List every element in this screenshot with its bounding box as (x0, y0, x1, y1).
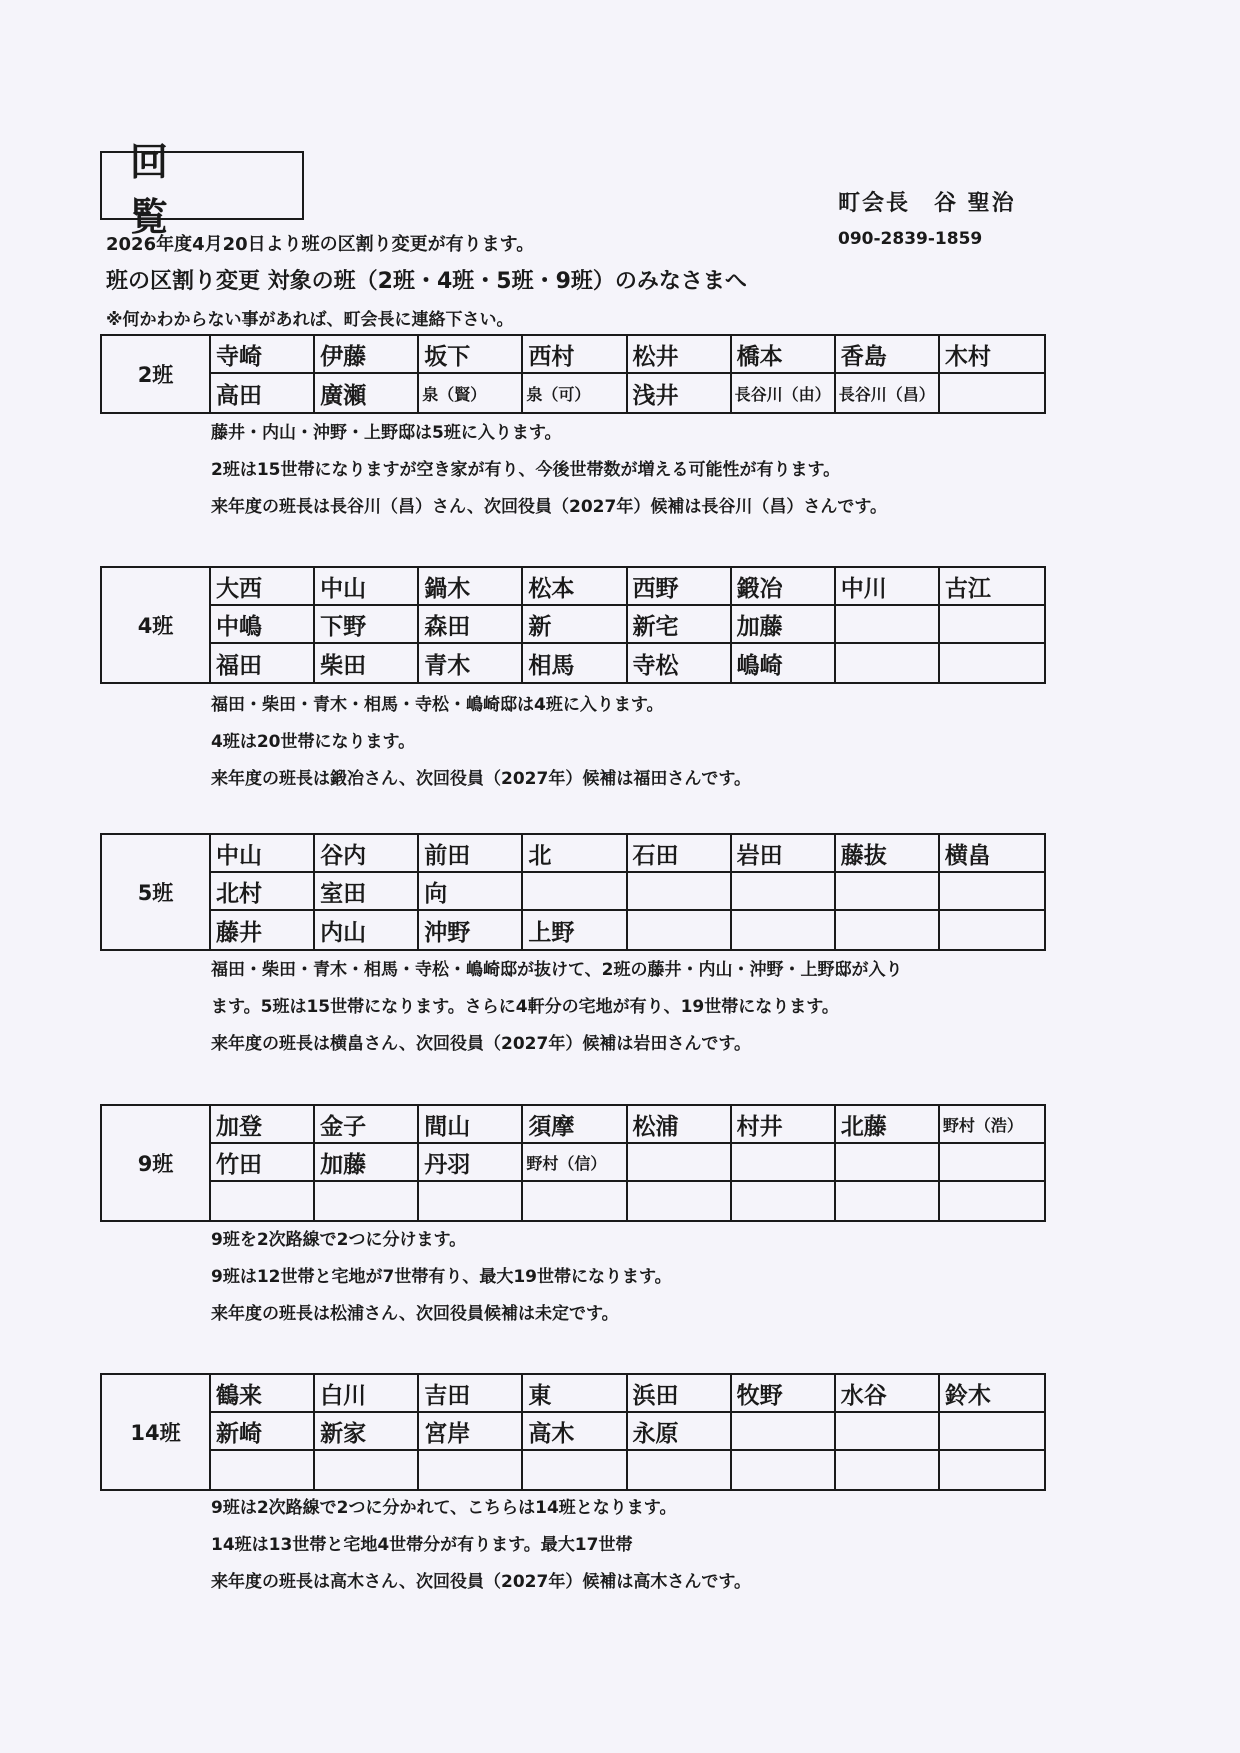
member-cell: 前田 (419, 835, 523, 873)
member-cell: 高田 (211, 374, 315, 412)
member-cell: 松井 (628, 336, 732, 374)
member-cell: 泉（可） (523, 374, 627, 412)
member-cell: 寺松 (628, 644, 732, 682)
member-cell (628, 1182, 732, 1220)
member-cell: 浜田 (628, 1375, 732, 1413)
member-cell (419, 1182, 523, 1220)
member-cell: 須摩 (523, 1106, 627, 1144)
group-table (100, 334, 1046, 414)
member-cell: 加藤 (732, 606, 836, 644)
group-notes (211, 1490, 751, 1601)
member-cell: 内山 (315, 911, 419, 949)
group-note-line: 来年度の班長は高木さん、次回役員（2027年）候補は高木さんです。 (211, 1572, 751, 1592)
member-cell: 新宅 (628, 606, 732, 644)
group-note-line: 福田・柴田・青木・相馬・寺松・嶋崎邸が抜けて、2班の藤井・内山・沖野・上野邸が入り (211, 960, 903, 980)
member-cell: 藤抜 (836, 835, 940, 873)
member-cell: 廣瀬 (315, 374, 419, 412)
member-cell (836, 1182, 940, 1220)
member-cell (940, 374, 1044, 412)
group-label: 4班 (102, 568, 211, 682)
member-cell (836, 606, 940, 644)
member-cell (628, 1144, 732, 1182)
member-cell (732, 1451, 836, 1489)
member-cell: 中山 (315, 568, 419, 606)
member-cell: 沖野 (419, 911, 523, 949)
member-cell: 宮岸 (419, 1413, 523, 1451)
change-notice: 2026年度4月20日より班の区割り変更が有ります。 (106, 234, 535, 255)
member-cell: 室田 (315, 873, 419, 911)
member-cell: 浅井 (628, 374, 732, 412)
member-cell (836, 1144, 940, 1182)
group-table (100, 833, 1046, 951)
member-cell: 坂下 (419, 336, 523, 374)
member-cell: 泉（賢） (419, 374, 523, 412)
group-notes (211, 415, 887, 526)
member-cell (940, 1451, 1044, 1489)
member-cell (628, 873, 732, 911)
member-cell: 加藤 (315, 1144, 419, 1182)
member-cell: 新崎 (211, 1413, 315, 1451)
group-note-line: 2班は15世帯になりますが空き家が有り、今後世帯数が増える可能性が有ります。 (211, 460, 841, 480)
member-cell: 西野 (628, 568, 732, 606)
group-table (100, 1373, 1046, 1491)
member-cell: 下野 (315, 606, 419, 644)
member-cell (940, 606, 1044, 644)
member-cell: 吉田 (419, 1375, 523, 1413)
member-cell (732, 911, 836, 949)
member-cell (940, 644, 1044, 682)
member-cell (732, 1413, 836, 1451)
member-cell: 新家 (315, 1413, 419, 1451)
member-cell (732, 1182, 836, 1220)
group-notes (211, 952, 903, 1063)
member-cell: 森田 (419, 606, 523, 644)
member-cell (211, 1451, 315, 1489)
member-cell: 古江 (940, 568, 1044, 606)
member-cell: 香島 (836, 336, 940, 374)
group-label: 5班 (102, 835, 211, 949)
group-notes (211, 687, 751, 798)
member-cell: 青木 (419, 644, 523, 682)
member-grid (211, 1106, 1044, 1220)
group-note-line: 4班は20世帯になります。 (211, 732, 416, 752)
member-cell: 長谷川（昌） (836, 374, 940, 412)
member-cell: 横畠 (940, 835, 1044, 873)
member-cell (836, 1413, 940, 1451)
group-note-line: 来年度の班長は鍛冶さん、次回役員（2027年）候補は福田さんです。 (211, 769, 751, 789)
group-note-line: 9班は2次路線で2つに分かれて、こちらは14班となります。 (211, 1498, 677, 1518)
group-label: 14班 (102, 1375, 211, 1489)
member-cell (940, 911, 1044, 949)
member-cell: 野村（信） (523, 1144, 627, 1182)
member-cell: 谷内 (315, 835, 419, 873)
member-cell: 嶋崎 (732, 644, 836, 682)
group-notes (211, 1222, 672, 1333)
chairman-phone: 090-2839-1859 (838, 229, 983, 249)
contact-note: ※何かわからない事があれば、町会長に連絡下さい。 (106, 310, 514, 330)
member-grid (211, 1375, 1044, 1489)
member-grid (211, 336, 1044, 412)
member-cell: 松浦 (628, 1106, 732, 1144)
member-cell: 寺崎 (211, 336, 315, 374)
member-cell (940, 1144, 1044, 1182)
member-cell: 北 (523, 835, 627, 873)
document-title: 回 覧 (100, 151, 304, 220)
member-cell: 白川 (315, 1375, 419, 1413)
group-note-line: 来年度の班長は横畠さん、次回役員（2027年）候補は岩田さんです。 (211, 1034, 751, 1054)
group-note-line: 来年度の班長は松浦さん、次回役員候補は未定です。 (211, 1304, 619, 1324)
member-cell: 北藤 (836, 1106, 940, 1144)
member-grid (211, 835, 1044, 949)
member-cell: 西村 (523, 336, 627, 374)
member-cell (523, 873, 627, 911)
member-cell (836, 911, 940, 949)
member-cell: 中嶋 (211, 606, 315, 644)
member-cell: 福田 (211, 644, 315, 682)
member-cell (315, 1182, 419, 1220)
group-note-line: 14班は13世帯と宅地4世帯分が有ります。最大17世帯 (211, 1535, 633, 1555)
member-cell: 大西 (211, 568, 315, 606)
member-cell (940, 1182, 1044, 1220)
member-cell (523, 1182, 627, 1220)
member-grid (211, 568, 1044, 682)
chairman-name: 町会長 谷 聖治 (838, 191, 1016, 216)
member-cell (940, 1413, 1044, 1451)
group-label: 9班 (102, 1106, 211, 1220)
member-cell: 長谷川（由） (732, 374, 836, 412)
member-cell: 新 (523, 606, 627, 644)
member-cell (523, 1451, 627, 1489)
member-cell: 伊藤 (315, 336, 419, 374)
member-cell (836, 1451, 940, 1489)
member-cell: 上野 (523, 911, 627, 949)
member-cell: 中山 (211, 835, 315, 873)
group-note-line: 藤井・内山・沖野・上野邸は5班に入ります。 (211, 423, 562, 443)
member-cell: 牧野 (732, 1375, 836, 1413)
member-cell: 金子 (315, 1106, 419, 1144)
member-cell: 永原 (628, 1413, 732, 1451)
member-cell (628, 1451, 732, 1489)
member-cell (419, 1451, 523, 1489)
group-note-line: 9班は12世帯と宅地が7世帯有り、最大19世帯になります。 (211, 1267, 672, 1287)
member-cell: 丹羽 (419, 1144, 523, 1182)
member-cell (211, 1182, 315, 1220)
group-note-line: ます。5班は15世帯になります。さらに4軒分の宅地が有り、19世帯になります。 (211, 997, 839, 1017)
member-cell (732, 1144, 836, 1182)
member-cell (732, 873, 836, 911)
group-table (100, 566, 1046, 684)
member-cell: 竹田 (211, 1144, 315, 1182)
member-cell (836, 873, 940, 911)
group-table (100, 1104, 1046, 1222)
member-cell: 木村 (940, 336, 1044, 374)
member-cell: 岩田 (732, 835, 836, 873)
member-cell: 柴田 (315, 644, 419, 682)
member-cell: 相馬 (523, 644, 627, 682)
section-heading: 班の区割り変更 対象の班（2班・4班・5班・9班）のみなさまへ (106, 269, 747, 294)
member-cell: 藤井 (211, 911, 315, 949)
member-cell: 中川 (836, 568, 940, 606)
member-cell: 村井 (732, 1106, 836, 1144)
group-label: 2班 (102, 336, 211, 412)
member-cell: 高木 (523, 1413, 627, 1451)
group-note-line: 来年度の班長は長谷川（昌）さん、次回役員（2027年）候補は長谷川（昌）さんです。 (211, 497, 887, 517)
member-cell: 東 (523, 1375, 627, 1413)
member-cell: 鈴木 (940, 1375, 1044, 1413)
member-cell: 鶴来 (211, 1375, 315, 1413)
member-cell (628, 911, 732, 949)
member-cell: 野村（浩） (940, 1106, 1044, 1144)
member-cell: 鍋木 (419, 568, 523, 606)
member-cell (940, 873, 1044, 911)
member-cell: 加登 (211, 1106, 315, 1144)
member-cell: 水谷 (836, 1375, 940, 1413)
member-cell: 石田 (628, 835, 732, 873)
member-cell (315, 1451, 419, 1489)
member-cell: 間山 (419, 1106, 523, 1144)
member-cell: 北村 (211, 873, 315, 911)
group-note-line: 9班を2次路線で2つに分けます。 (211, 1230, 467, 1250)
group-note-line: 福田・柴田・青木・相馬・寺松・嶋崎邸は4班に入ります。 (211, 695, 664, 715)
member-cell (836, 644, 940, 682)
member-cell: 橋本 (732, 336, 836, 374)
member-cell: 松本 (523, 568, 627, 606)
member-cell: 向 (419, 873, 523, 911)
member-cell: 鍛冶 (732, 568, 836, 606)
